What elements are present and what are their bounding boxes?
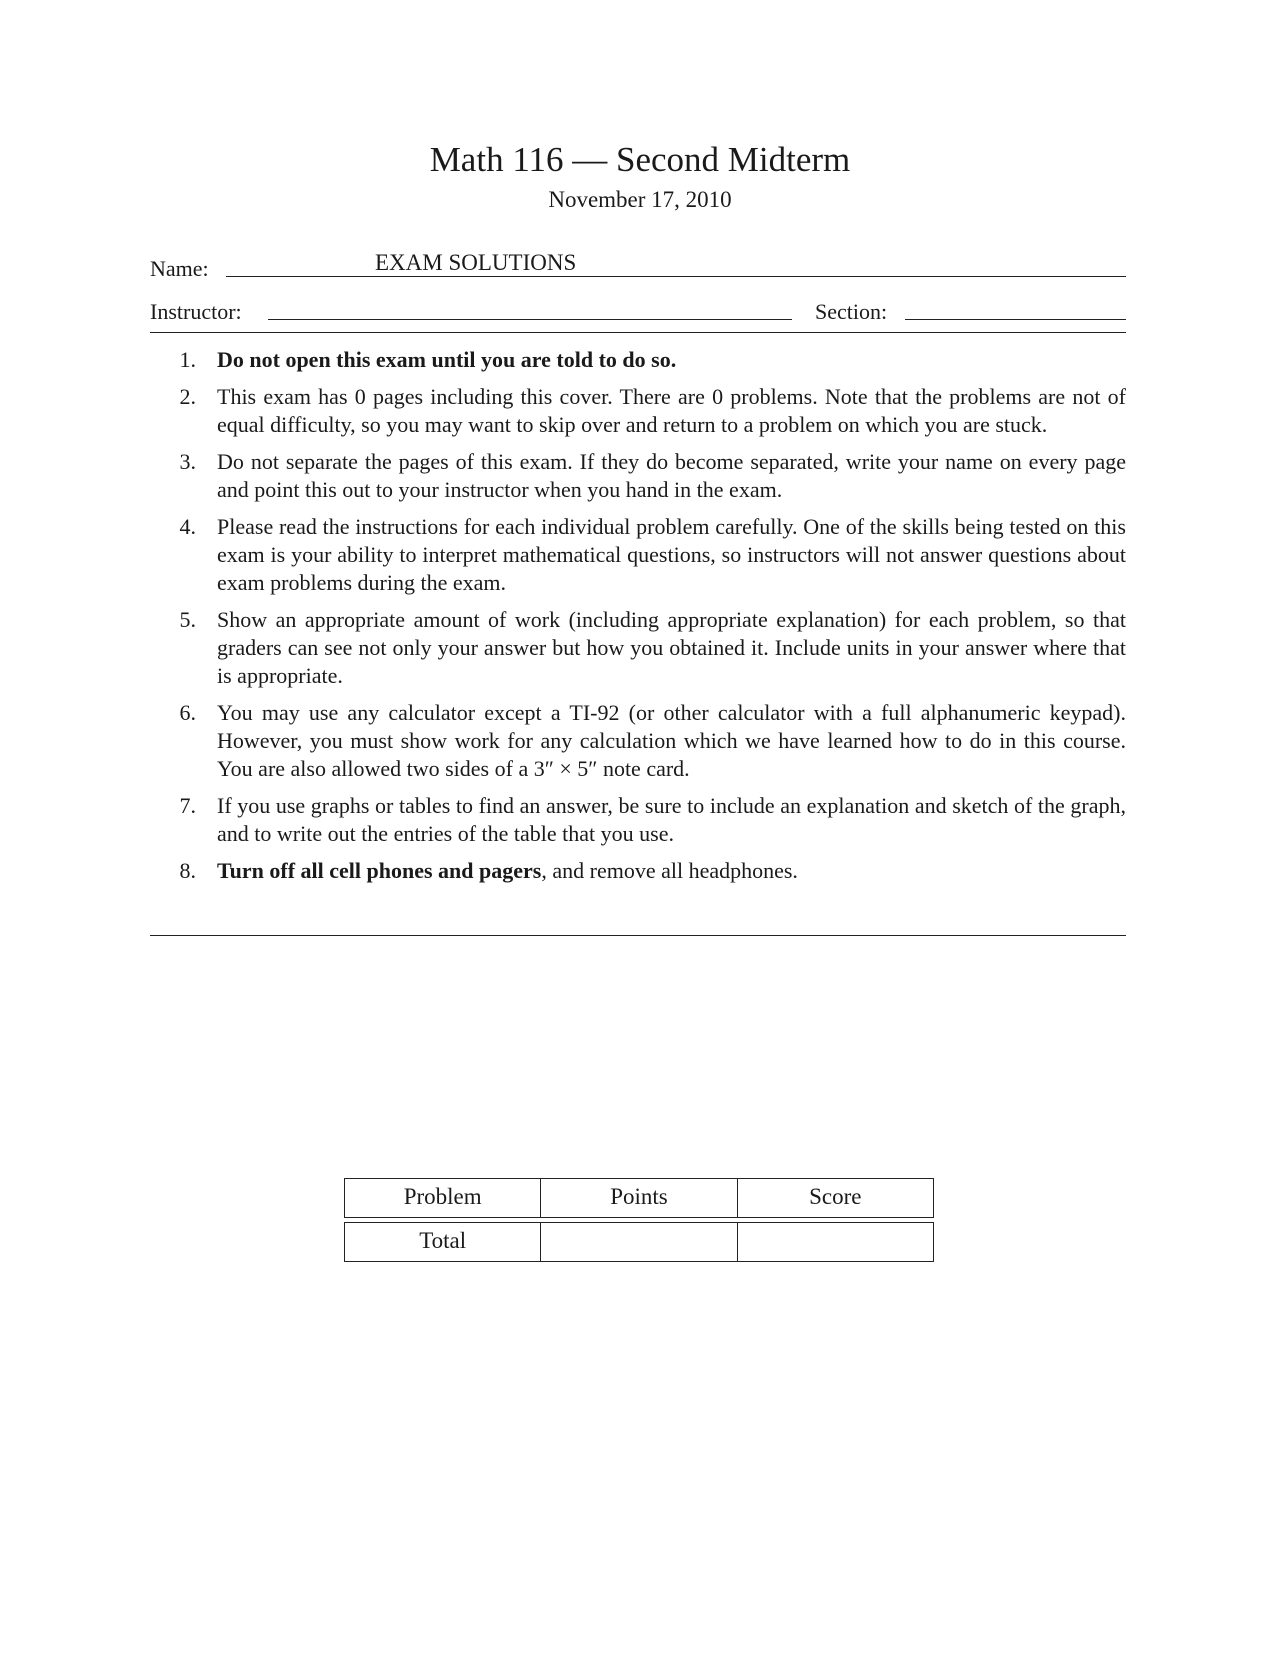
instruction-text: If you use graphs or tables to find an answer, be sure to include an explanation and sketch of the graph, and to write out the entries of the table that you use. [217, 793, 1126, 846]
score-table-header-row [344, 1178, 934, 1218]
total-points-cell[interactable] [541, 1223, 737, 1261]
column-header-score: Score [809, 1184, 862, 1209]
instruction-text: Please read the instructions for each individual problem carefully. One of the skills being tested on this exam is your ability to interpret mathematical questions, so instructors will not answer questions about exam problems during the exam. [217, 514, 1126, 595]
instruction-item [150, 857, 1126, 885]
exam-date: November 17, 2010 [548, 187, 732, 212]
instruction-number: 3. [179, 449, 196, 474]
instruction-item [150, 699, 1126, 783]
instructions-list [150, 346, 1126, 894]
section-label: Section: [815, 299, 888, 324]
instruction-text: , and remove all headphones. [541, 858, 798, 883]
instruction-bold-text: Do not open this exam until you are told to do so. [217, 347, 677, 372]
column-header-problem: Problem [345, 1179, 541, 1217]
instruction-number: 7. [179, 793, 196, 818]
section-line[interactable] [905, 319, 1126, 320]
instruction-number: 8. [179, 858, 196, 883]
instruction-number: 1. [179, 347, 196, 372]
name-value: EXAM SOLUTIONS [375, 250, 577, 275]
score-table-total-row [344, 1222, 934, 1262]
instructor-label: Instructor: [150, 299, 242, 324]
name-label: Name: [150, 256, 209, 281]
instruction-item [150, 383, 1126, 439]
instruction-number: 4. [179, 514, 196, 539]
instruction-number: 5. [179, 607, 196, 632]
instruction-text: You may use any calculator except a TI-92 (or other calculator with a full alphanumeric keypad). However, you must show work for any calculation which we have learned how to do in this course. You are also allowed two sides of a 3″ × 5″ note card. [217, 700, 1126, 781]
instruction-item [150, 792, 1126, 848]
instruction-item [150, 346, 1126, 374]
instructor-line[interactable] [268, 319, 792, 320]
top-divider [150, 332, 1126, 333]
instruction-number: 6. [179, 700, 196, 725]
instruction-number: 2. [179, 384, 196, 409]
instruction-text: This exam has 0 pages including this cover. There are 0 problems. Note that the problems are not of equal difficulty, so you may want to skip over and return to a problem on which you are stuck. [217, 384, 1126, 437]
total-label-cell: Total [345, 1223, 541, 1261]
bottom-divider [150, 935, 1126, 936]
instruction-item [150, 513, 1126, 597]
instruction-item [150, 448, 1126, 504]
instruction-text: Do not separate the pages of this exam. If they do become separated, write your name on every page and point this out to your instructor when you hand in the exam. [217, 449, 1126, 502]
exam-title: Math 116 — Second Midterm [429, 140, 851, 179]
score-table [344, 1178, 934, 1262]
name-line[interactable] [226, 276, 1126, 277]
instruction-text: Show an appropriate amount of work (including appropriate explanation) for each problem, so that graders can see not only your answer but how you obtained it. Include units in your answer where that is appropriate. [217, 607, 1126, 688]
instruction-item [150, 606, 1126, 690]
instruction-bold-text: Turn off all cell phones and pagers [217, 858, 542, 883]
column-header-points: Points [541, 1179, 737, 1217]
total-score-cell[interactable] [738, 1223, 933, 1261]
